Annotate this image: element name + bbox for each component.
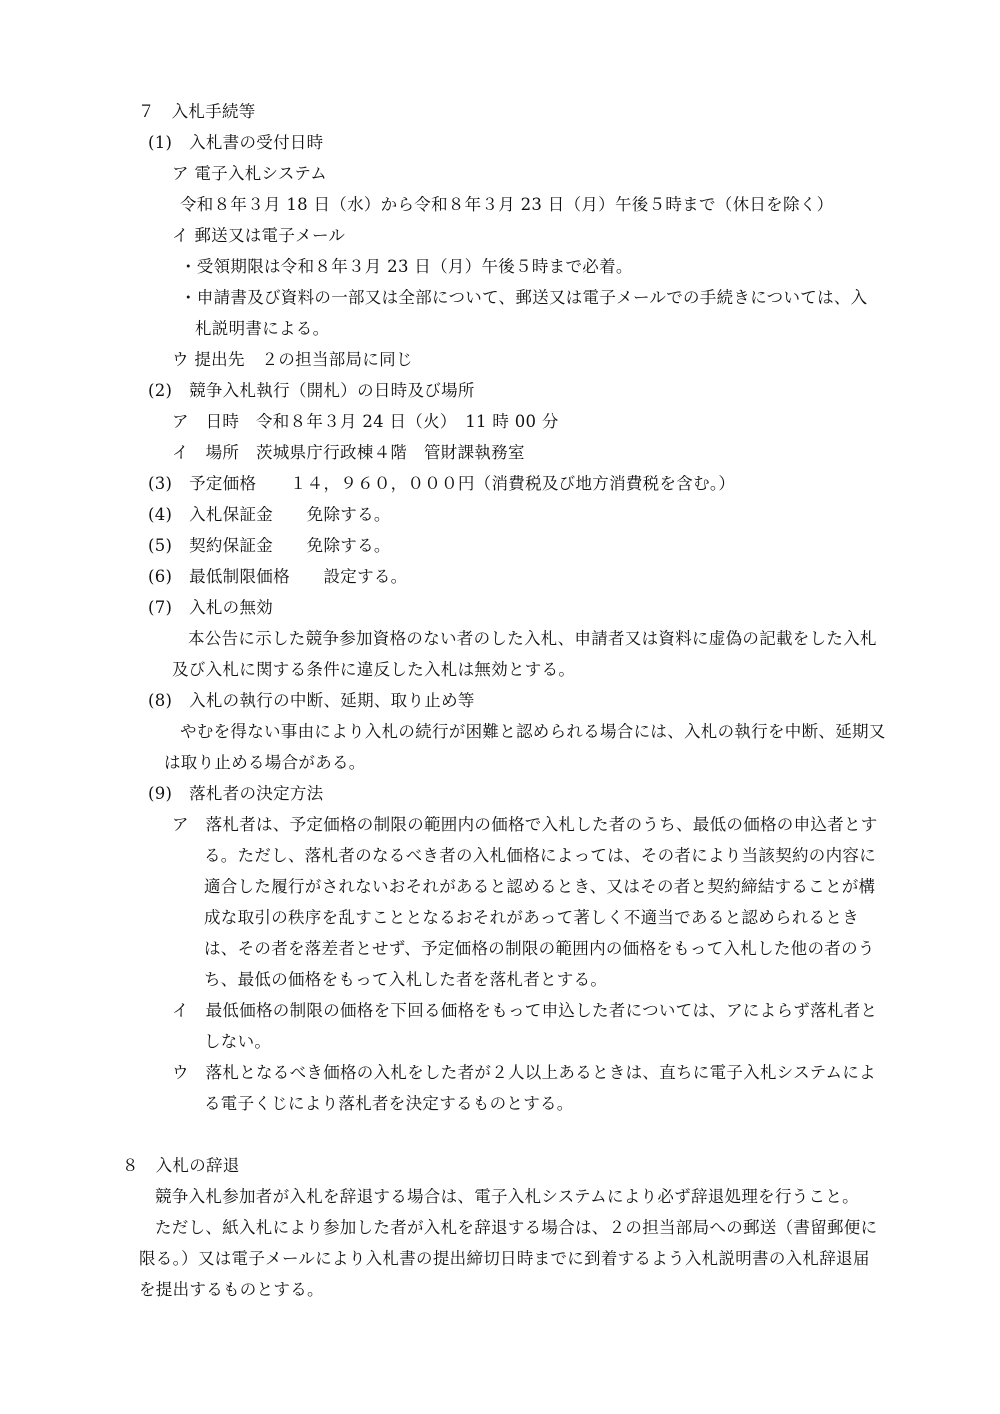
item-8-line-2: は取り止める場合がある。: [164, 753, 366, 772]
item-9-c-line-1: ウ 落札となるべき価格の入札をした者が２人以上あるときは、直ちに電子入札システムによ: [172, 1063, 876, 1082]
section-7-heading: ７ 入札手続等: [138, 102, 256, 121]
section-8-heading: ８ 入札の辞退: [122, 1156, 240, 1175]
section-8-para-2-line-2: 限る。）又は電子メールにより入札書の提出締切日時までに到着するよう入札説明書の入札辞退届: [139, 1249, 870, 1268]
item-9-a-line-3: 適合した履行がされないおそれがあると認めるとき、又はその者と契約締結することが構: [204, 877, 876, 896]
item-9-a-line-2: る。ただし、落札者のなるべき者の入札価格によっては、その者により当該契約の内容に: [204, 846, 876, 865]
item-1-c-label: ウ 提出先 ２の担当部局に同じ: [172, 350, 413, 369]
item-1-a-text: 令和８年３月 18 日（水）から令和８年３月 23 日（月）午後５時まで（休日を除く）: [180, 195, 834, 214]
item-6: (6) 最低制限価格 設定する。: [148, 567, 408, 586]
section-8-para-1: 競争入札参加者が入札を辞退する場合は、電子入札システムにより必ず辞退処理を行うこと。: [155, 1187, 859, 1206]
item-2-b: イ 場所 茨城県庁行政棟４階 管財課執務室: [172, 443, 525, 462]
item-9-b-line-1: イ 最低価格の制限の価格を下回る価格をもって申込した者については、アによらず落札者と: [172, 1001, 878, 1020]
item-9-b-line-2: しない。: [204, 1032, 272, 1051]
item-1-heading: (1) 入札書の受付日時: [148, 133, 324, 152]
item-7-line-2: 及び入札に関する条件に違反した入札は無効とする。: [172, 660, 576, 679]
item-2-heading: (2) 競争入札執行（開札）の日時及び場所: [148, 381, 475, 400]
item-1-b-label: イ 郵送又は電子メール: [172, 226, 346, 245]
item-8-heading: (8) 入札の執行の中断、延期、取り止め等: [148, 691, 475, 710]
section-8-para-2-line-1: ただし、紙入札により参加した者が入札を辞退する場合は、２の担当部局への郵送（書留郵便に: [155, 1218, 878, 1237]
item-3: (3) 予定価格 １４，９６０，０００円（消費税及び地方消費税を含む。）: [148, 474, 736, 493]
item-9-c-line-2: る電子くじにより落札者を決定するものとする。: [204, 1094, 574, 1113]
item-8-line-1: やむを得ない事由により入札の続行が困難と認められる場合には、入札の執行を中断、延期又: [180, 722, 886, 741]
item-1-b-bullet-2-line-1: ・申請書及び資料の一部又は全部について、郵送又は電子メールでの手続きについては、入: [180, 288, 868, 307]
section-8-para-2-line-3: を提出するものとする。: [139, 1280, 324, 1299]
item-1-a-label: ア 電子入札システム: [172, 164, 328, 183]
item-5: (5) 契約保証金 免除する。: [148, 536, 391, 555]
item-1-b-bullet-2-line-2: 札説明書による。: [195, 319, 330, 338]
item-9-a-line-6: ち、最低の価格をもって入札した者を落札者とする。: [204, 970, 608, 989]
item-9-a-line-1: ア 落札者は、予定価格の制限の範囲内の価格で入札した者のうち、最低の価格の申込者とす: [172, 815, 878, 834]
item-9-a-line-5: は、その者を落差者とせず、予定価格の制限の範囲内の価格をもって入札した他の者のう: [204, 939, 875, 958]
item-9-heading: (9) 落札者の決定方法: [148, 784, 324, 803]
item-4: (4) 入札保証金 免除する。: [148, 505, 391, 524]
item-7-heading: (7) 入札の無効: [148, 598, 274, 617]
item-7-line-1: 本公告に示した競争参加資格のない者のした入札、申請者又は資料に虚偽の記載をした入札: [188, 629, 877, 648]
item-1-b-bullet-1: ・受領期限は令和８年３月 23 日（月）午後５時まで必着。: [180, 257, 633, 276]
item-2-a: ア 日時 令和８年３月 24 日（火） 11 時 00 分: [172, 412, 559, 431]
item-9-a-line-4: 成な取引の秩序を乱すこととなるおそれがあって著しく不適当であると認められるとき: [204, 908, 860, 927]
